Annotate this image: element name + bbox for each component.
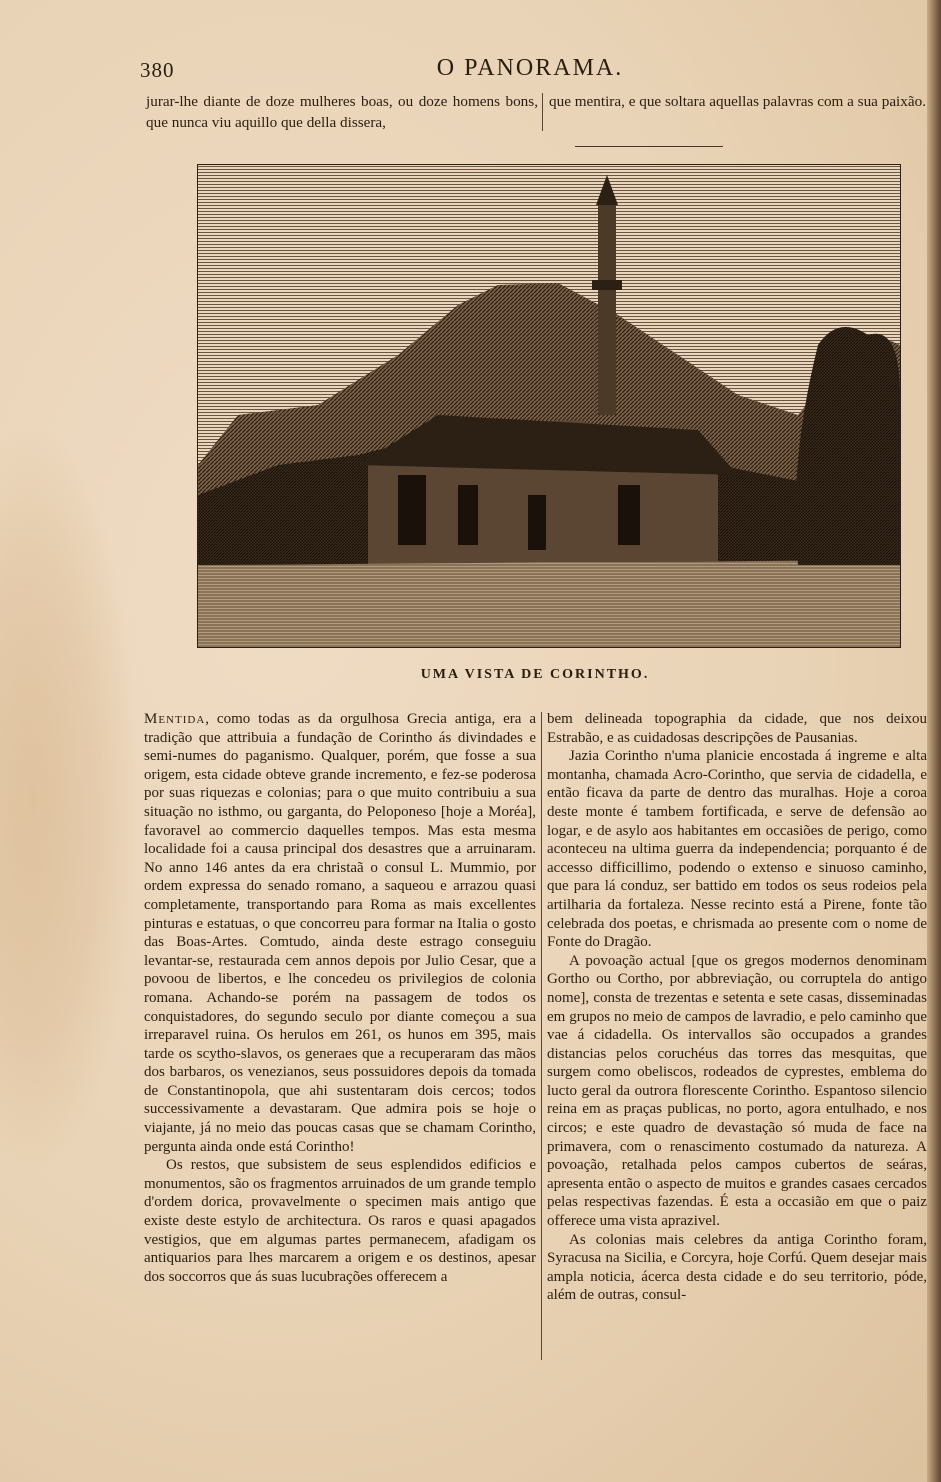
section-rule xyxy=(575,146,723,147)
right-body-column xyxy=(547,710,927,1305)
continued-text xyxy=(146,91,931,135)
water-stain xyxy=(0,420,140,1180)
right-paragraph-1: bem delineada topographia da cidade, que nos deixou Estrabão, e as cuidadosas descripções de Pausanias. xyxy=(547,711,927,746)
left-paragraph-1 xyxy=(144,710,536,1156)
left-body-column xyxy=(144,710,536,1286)
continued-left-column: jurar-lhe diante de doze mulheres boas, ou doze homens bons, que nunca viu aquillo que della dissera, xyxy=(146,93,538,131)
page-header xyxy=(140,55,920,89)
left-paragraph-1-text: , como todas as da orgulhosa Grecia antiga, era a tradição que attribuia a fundação de Corintho ás divindades e semi-numes do paganismo. Qualquer, porém, que fosse a sua origem, esta cidade obteve grande incremento, e fez-se poderosa por suas riquezas e colonias; para o que muito contribuiu a sua situação no isthmo, ou garganta, do Peloponeso [hoje a Moréa], favoravel ao commercio daquelles tempos. Mas esta mesma localidade foi a causa principal dos desastres que a arruinaram. No anno 146 antes da era christaã o consul L. Mummio, por ordem expressa do senado romano, a saqueou e arrazou quasi completamente, transportando para Roma as mais excellentes pinturas e estatuas, o que concorreu para formar na Italia o gosto das Boas-Artes. Comtudo, ainda deste estrago conseguiu levantar-se, restaurada cem annos depois por Julio Cesar, que a povoou de libertos, e lhe concedeu os privilegios de colonia romana. Achando-se porém na passagem de todos os conquistadores, do segundo seculo por diante começou a sua irreparavel ruina. Os herulos em 261, os hunos em 395, mais tarde os scytho-slavos, os generaes que a recuperaram das mãos dos barbaros, os venezianos, seus possuidores depois da tomada de Constantinopola, que ahi sustentaram dois cercos; todos successivamente a devastaram. Que admira pois se hoje o viajante, já no meio das poucas casas que se chamam Corintho, pergunta ainda onde está Corintho! xyxy=(144,711,536,1155)
continued-right-column: que mentira, e que soltara aquellas palavras com a sua paixão. xyxy=(549,93,927,110)
right-paragraph-3: A povoação actual [que os gregos modernos denominam Gortho ou Cortho, por abbreviação, ou corruptela do antigo nome], consta de trezentas e setenta e sete casas, disseminadas em grupos no meio de campos de lavradio, e pelo caminho que vae á cidadella. Os intervallos são occupados a grandes distancias pelos coruchéus das torres das mesquitas, que surgem como obeliscos, rodeados de cyprestes, emblema do lucto geral da outrora florescente Corintho. Espantoso silencio reina em as praças publicas, no porto, agora entulhado, e nos circos; e este quadro de devastação só muda de face na primavera, com o renascimento costumado da natureza. A povoação, retalhada pelos campos cubertos de seáras, apresenta então o aspecto de muitos e grandes casaes cercados pelas respectivas fazendas. É esta a occasião em que o paiz offerece uma vista aprazivel. xyxy=(547,952,927,1230)
binding-edge xyxy=(927,0,941,1482)
left-paragraph-2: Os restos, que subsistem de seus esplendidos edificios e monumentos, são os fragmentos arruinados de um grande templo d'ordem dorica, provavelmente o specimen mais antigo que existe deste estylo de architectura. Os raros e quasi apagados vestigios, que em algumas partes permanecem, afadigam os antiquarios para lhes marcarem a origem e os destinos, apesar dos soccorros que ás suas lucubrações offerecem a xyxy=(144,1157,536,1285)
corinth-engraving xyxy=(197,164,901,648)
body-column-divider xyxy=(541,712,542,1360)
column-divider xyxy=(542,93,543,131)
page-number: 380 xyxy=(140,58,175,82)
right-paragraph-2: Jazia Corintho n'uma planicie encostada á ingreme e alta montanha, chamada Acro-Corintho, que servia de cidadella, e então ficava da parte de dentro das muralhas. Hoje a coroa deste monte é tambem fortificada, e serve de defensão ao logar, e de asylo aos habitantes em occasiões de perigo, como aconteceu na ultima guerra da independencia; porquanto é de accesso difficillimo, podendo o extenso e sinuoso caminho, que para lá conduz, ser battido em todos os seus rodeios pela artilharia da fortaleza. Nesse recinto está a Pirene, fonte tão celebrada dos poetas, e chrismada ao presente com o nome de Fonte do Dragão. xyxy=(547,748,927,951)
right-paragraph-4: As colonias mais celebres da antiga Corintho foram, Syracusa na Sicilia, e Corcyra, hoje Corfú. Quem desejar mais ampla noticia, ácerca desta cidade e do seu territorio, póde, além de outras, consul- xyxy=(547,1231,927,1304)
illustration-caption: UMA VISTA DE CORINTHO. xyxy=(420,667,650,682)
journal-title: O PANORAMA. xyxy=(436,55,624,81)
drop-word: Mentida xyxy=(144,711,206,727)
